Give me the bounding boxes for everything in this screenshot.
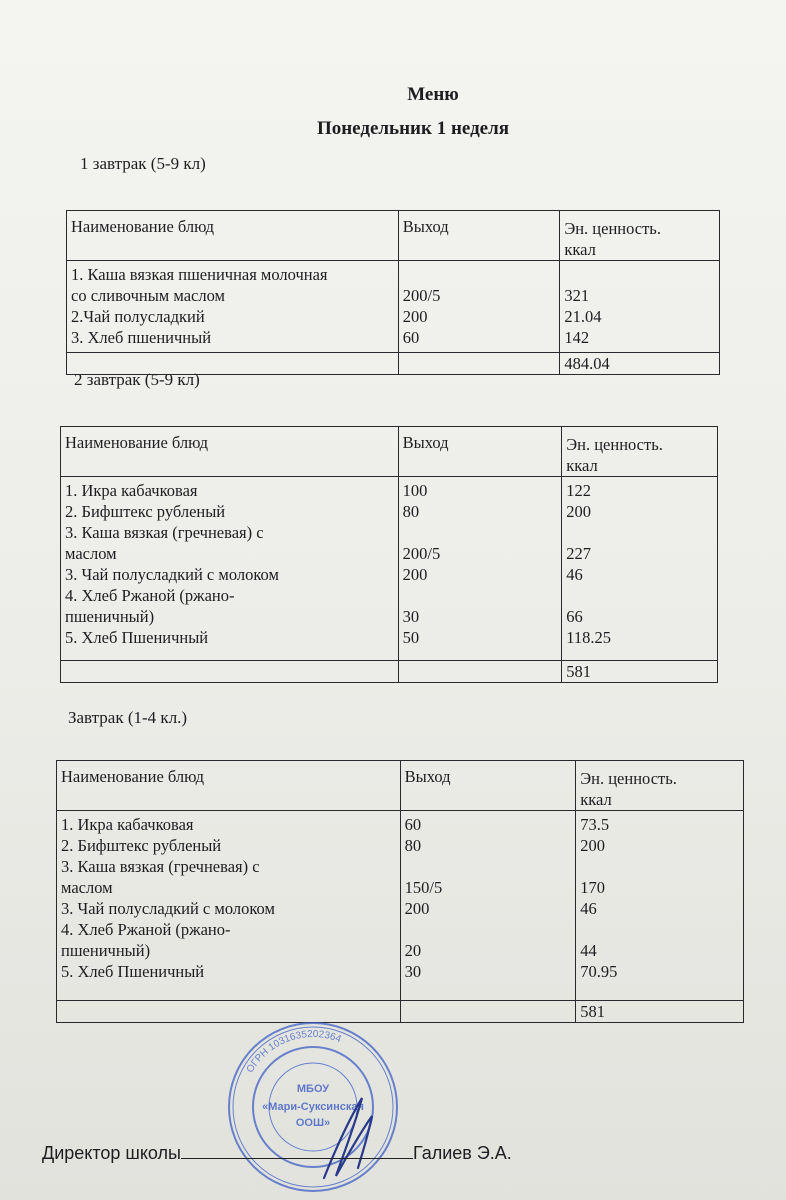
dish-name: 1. Икра кабачковая	[65, 481, 198, 500]
table-header-row	[67, 211, 720, 261]
dish-kcal	[566, 585, 713, 606]
stamp-org: МБОУ	[296, 1083, 330, 1095]
total-kcal: 581	[562, 661, 718, 683]
dish-kcal: 44	[580, 941, 597, 960]
table-row	[67, 261, 720, 353]
dish-kcal: 122	[566, 481, 591, 500]
dish-name: 5. Хлеб Пшеничный	[61, 962, 205, 981]
dish-output: 200/5	[402, 544, 441, 563]
dish-kcal: 142	[564, 328, 590, 347]
dish-kcal: 21.04	[564, 307, 602, 326]
official-stamp	[224, 1018, 402, 1196]
dish-kcal: 170	[580, 878, 605, 897]
stamp-type: ООШ»	[295, 1117, 331, 1129]
dish-output	[405, 919, 572, 940]
dish-name: 3. Чай полусладкий с молоком	[61, 899, 275, 918]
dish-output	[403, 522, 558, 543]
dish-kcal: 66	[566, 607, 583, 626]
dish-output: 80	[404, 836, 422, 855]
dish-name: 2. Бифштекс рубленый	[65, 502, 226, 521]
dish-name: маслом	[61, 878, 113, 897]
menu-subtitle: Понедельник 1 неделя	[316, 118, 510, 139]
stamp-name: «Мари-Суксинская	[262, 1101, 364, 1113]
footer-signature-line	[42, 1140, 512, 1164]
dish-outputs	[398, 261, 560, 353]
dish-output: 80	[402, 502, 420, 521]
dish-name: 3. Чай полусладкий с молоком	[65, 565, 279, 584]
header-name: Наименование блюд	[57, 761, 401, 811]
dish-kcal: 118.25	[566, 628, 611, 647]
dish-name: 1. Икра кабачковая	[61, 815, 194, 834]
dish-kcal: 200	[566, 502, 591, 521]
director-position: Директор школы	[42, 1143, 181, 1163]
dish-names	[57, 811, 401, 1001]
table-header-row	[57, 761, 744, 811]
dish-output: 30	[402, 607, 420, 626]
dish-kcal	[566, 522, 713, 543]
signature-underline	[181, 1140, 413, 1159]
dish-kcal: 46	[566, 565, 583, 584]
dish-output: 50	[402, 628, 420, 647]
dish-name: 2. Бифштекс рубленый	[61, 836, 222, 855]
total-kcal: 484.04	[560, 353, 720, 375]
dish-names	[67, 261, 399, 353]
dish-output: 200	[404, 899, 430, 918]
dish-output: 200	[402, 307, 428, 326]
section-title-1: 1 завтрак (5-9 кл)	[80, 154, 206, 173]
header-name: Наименование блюд	[61, 427, 399, 477]
dish-kcal: 200	[580, 836, 605, 855]
dish-kcal	[580, 856, 739, 877]
dish-name: пшеничный)	[61, 941, 151, 960]
dish-output: 20	[404, 941, 422, 960]
dish-output: 200	[402, 565, 428, 584]
dish-energy	[560, 261, 720, 353]
dish-name: 5. Хлеб Пшеничный	[65, 628, 209, 647]
section-title-3: Завтрак (1-4 кл.)	[68, 708, 188, 727]
menu-table-2	[60, 426, 718, 683]
table-header-row	[61, 427, 718, 477]
dish-kcal: 70.95	[580, 962, 618, 981]
dish-output: 60	[402, 328, 420, 347]
dish-output	[403, 264, 556, 285]
dish-kcal: 46	[580, 899, 597, 918]
total-kcal: 581	[576, 1001, 744, 1023]
header-energy: Эн. ценность. ккал	[560, 211, 720, 261]
dish-name: пшеничный)	[65, 607, 155, 626]
dish-output: 150/5	[404, 878, 443, 897]
dish-name: 3. Каша вязкая (гречневая) с	[61, 857, 260, 876]
dish-name: 4. Хлеб Ржаной (ржано-	[65, 586, 235, 605]
menu-title: Меню	[407, 84, 459, 105]
dish-energy	[576, 811, 744, 1001]
total-row	[61, 661, 718, 683]
menu-table-3	[56, 760, 744, 1023]
header-output: Выход	[398, 211, 560, 261]
dish-kcal: 227	[566, 544, 591, 563]
dish-outputs	[398, 477, 562, 661]
dish-name: со сливочным маслом	[71, 286, 225, 305]
dish-output	[403, 585, 558, 606]
dish-outputs	[400, 811, 576, 1001]
dish-name: маслом	[65, 544, 117, 563]
dish-name: 1. Каша вязкая пшеничная молочная	[71, 265, 328, 284]
dish-name: 4. Хлеб Ржаной (ржано-	[61, 920, 231, 939]
dish-name: 2.Чай полусладкий	[71, 307, 205, 326]
dish-kcal	[564, 264, 715, 285]
header-output: Выход	[398, 427, 562, 477]
menu-table-1	[66, 210, 720, 375]
dish-kcal: 321	[564, 286, 590, 305]
header-output: Выход	[400, 761, 576, 811]
header-energy: Эн. ценность. ккал	[562, 427, 718, 477]
dish-output: 60	[404, 815, 422, 834]
table-row	[57, 811, 744, 1001]
dish-kcal	[580, 919, 739, 940]
dish-output: 30	[404, 962, 422, 981]
dish-name: 3. Хлеб пшеничный	[71, 328, 212, 347]
header-name: Наименование блюд	[67, 211, 399, 261]
header-energy: Эн. ценность. ккал	[576, 761, 744, 811]
table-row	[61, 477, 718, 661]
dish-kcal: 73.5	[580, 815, 610, 834]
dish-output: 100	[402, 481, 428, 500]
dish-energy	[562, 477, 718, 661]
director-name: Галиев Э.А.	[412, 1143, 512, 1163]
section-title-2: 2 завтрак (5-9 кл)	[74, 370, 200, 389]
dish-output	[405, 856, 572, 877]
dish-output: 200/5	[402, 286, 441, 305]
stamp-ogrn: ОГРН 1031635202364	[244, 1028, 343, 1075]
dish-name: 3. Каша вязкая (гречневая) с	[65, 523, 264, 542]
dish-names	[61, 477, 399, 661]
